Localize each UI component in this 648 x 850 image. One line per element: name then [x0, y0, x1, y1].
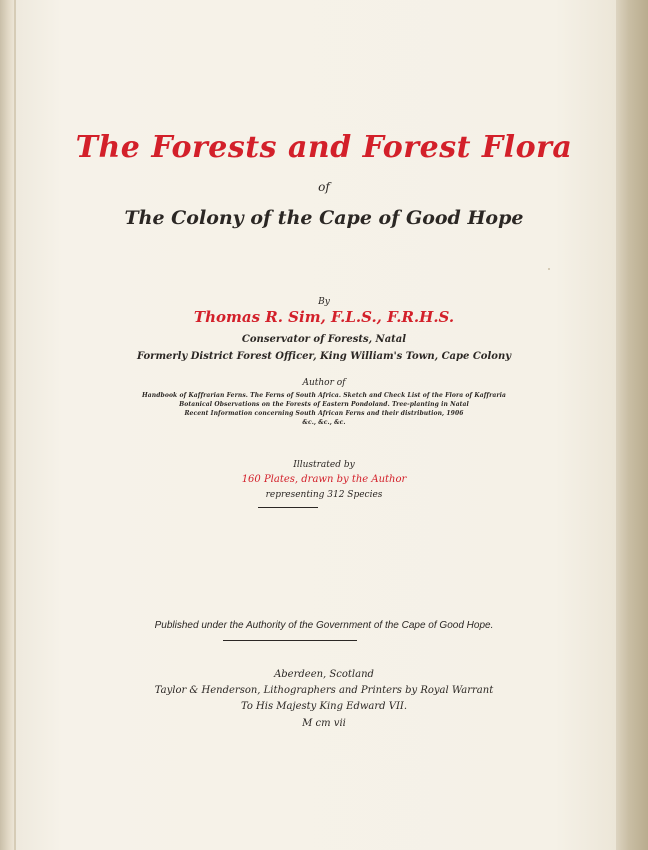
divider-rule: [258, 507, 318, 508]
publication-authority: Published under the Authority of the Government of the Cape of Good Hope.: [154, 620, 494, 631]
imprint-city: Aberdeen, Scotland: [274, 669, 374, 680]
author-name: Thomas R. Sim, F.L.S., F.R.H.S.: [193, 308, 455, 326]
illustrated-heading: Illustrated by: [293, 460, 355, 470]
plates-line: 160 Plates, drawn by the Author: [241, 474, 407, 485]
author-works-line: Recent Information concerning South African Ferns and their distribution, 1906: [184, 410, 464, 417]
title-line-1: The Forests and Forest Flora: [75, 130, 573, 165]
species-line: representing 312 Species: [265, 490, 383, 500]
divider-rule: [223, 640, 357, 641]
author-former-position: Formerly District Forest Officer, King William's Town, Cape Colony: [136, 351, 512, 362]
author-works-line: Botanical Observations on the Forests of Eastern Pondoland. Tree-planting in Natal: [179, 401, 469, 408]
foxing-spot: [548, 268, 550, 270]
imprint-royal-warrant: To His Majesty King Edward VII.: [240, 701, 408, 712]
author-position: Conservator of Forests, Natal: [241, 334, 407, 345]
imprint-year: M cm vii: [302, 718, 346, 729]
imprint-printers: Taylor & Henderson, Lithographers and Printers by Royal Warrant: [154, 685, 494, 696]
author-of-heading: Author of: [302, 378, 346, 388]
author-works-line: Handbook of Kaffrarian Ferns. The Ferns of South Africa. Sketch and Check List of the Flora of Kaffraria: [142, 392, 506, 399]
byline-by: By: [318, 297, 330, 307]
title-line-2: The Colony of the Cape of Good Hope: [124, 207, 524, 229]
author-works-line: &c., &c., &c.: [302, 419, 346, 426]
title-of: of: [318, 180, 330, 194]
